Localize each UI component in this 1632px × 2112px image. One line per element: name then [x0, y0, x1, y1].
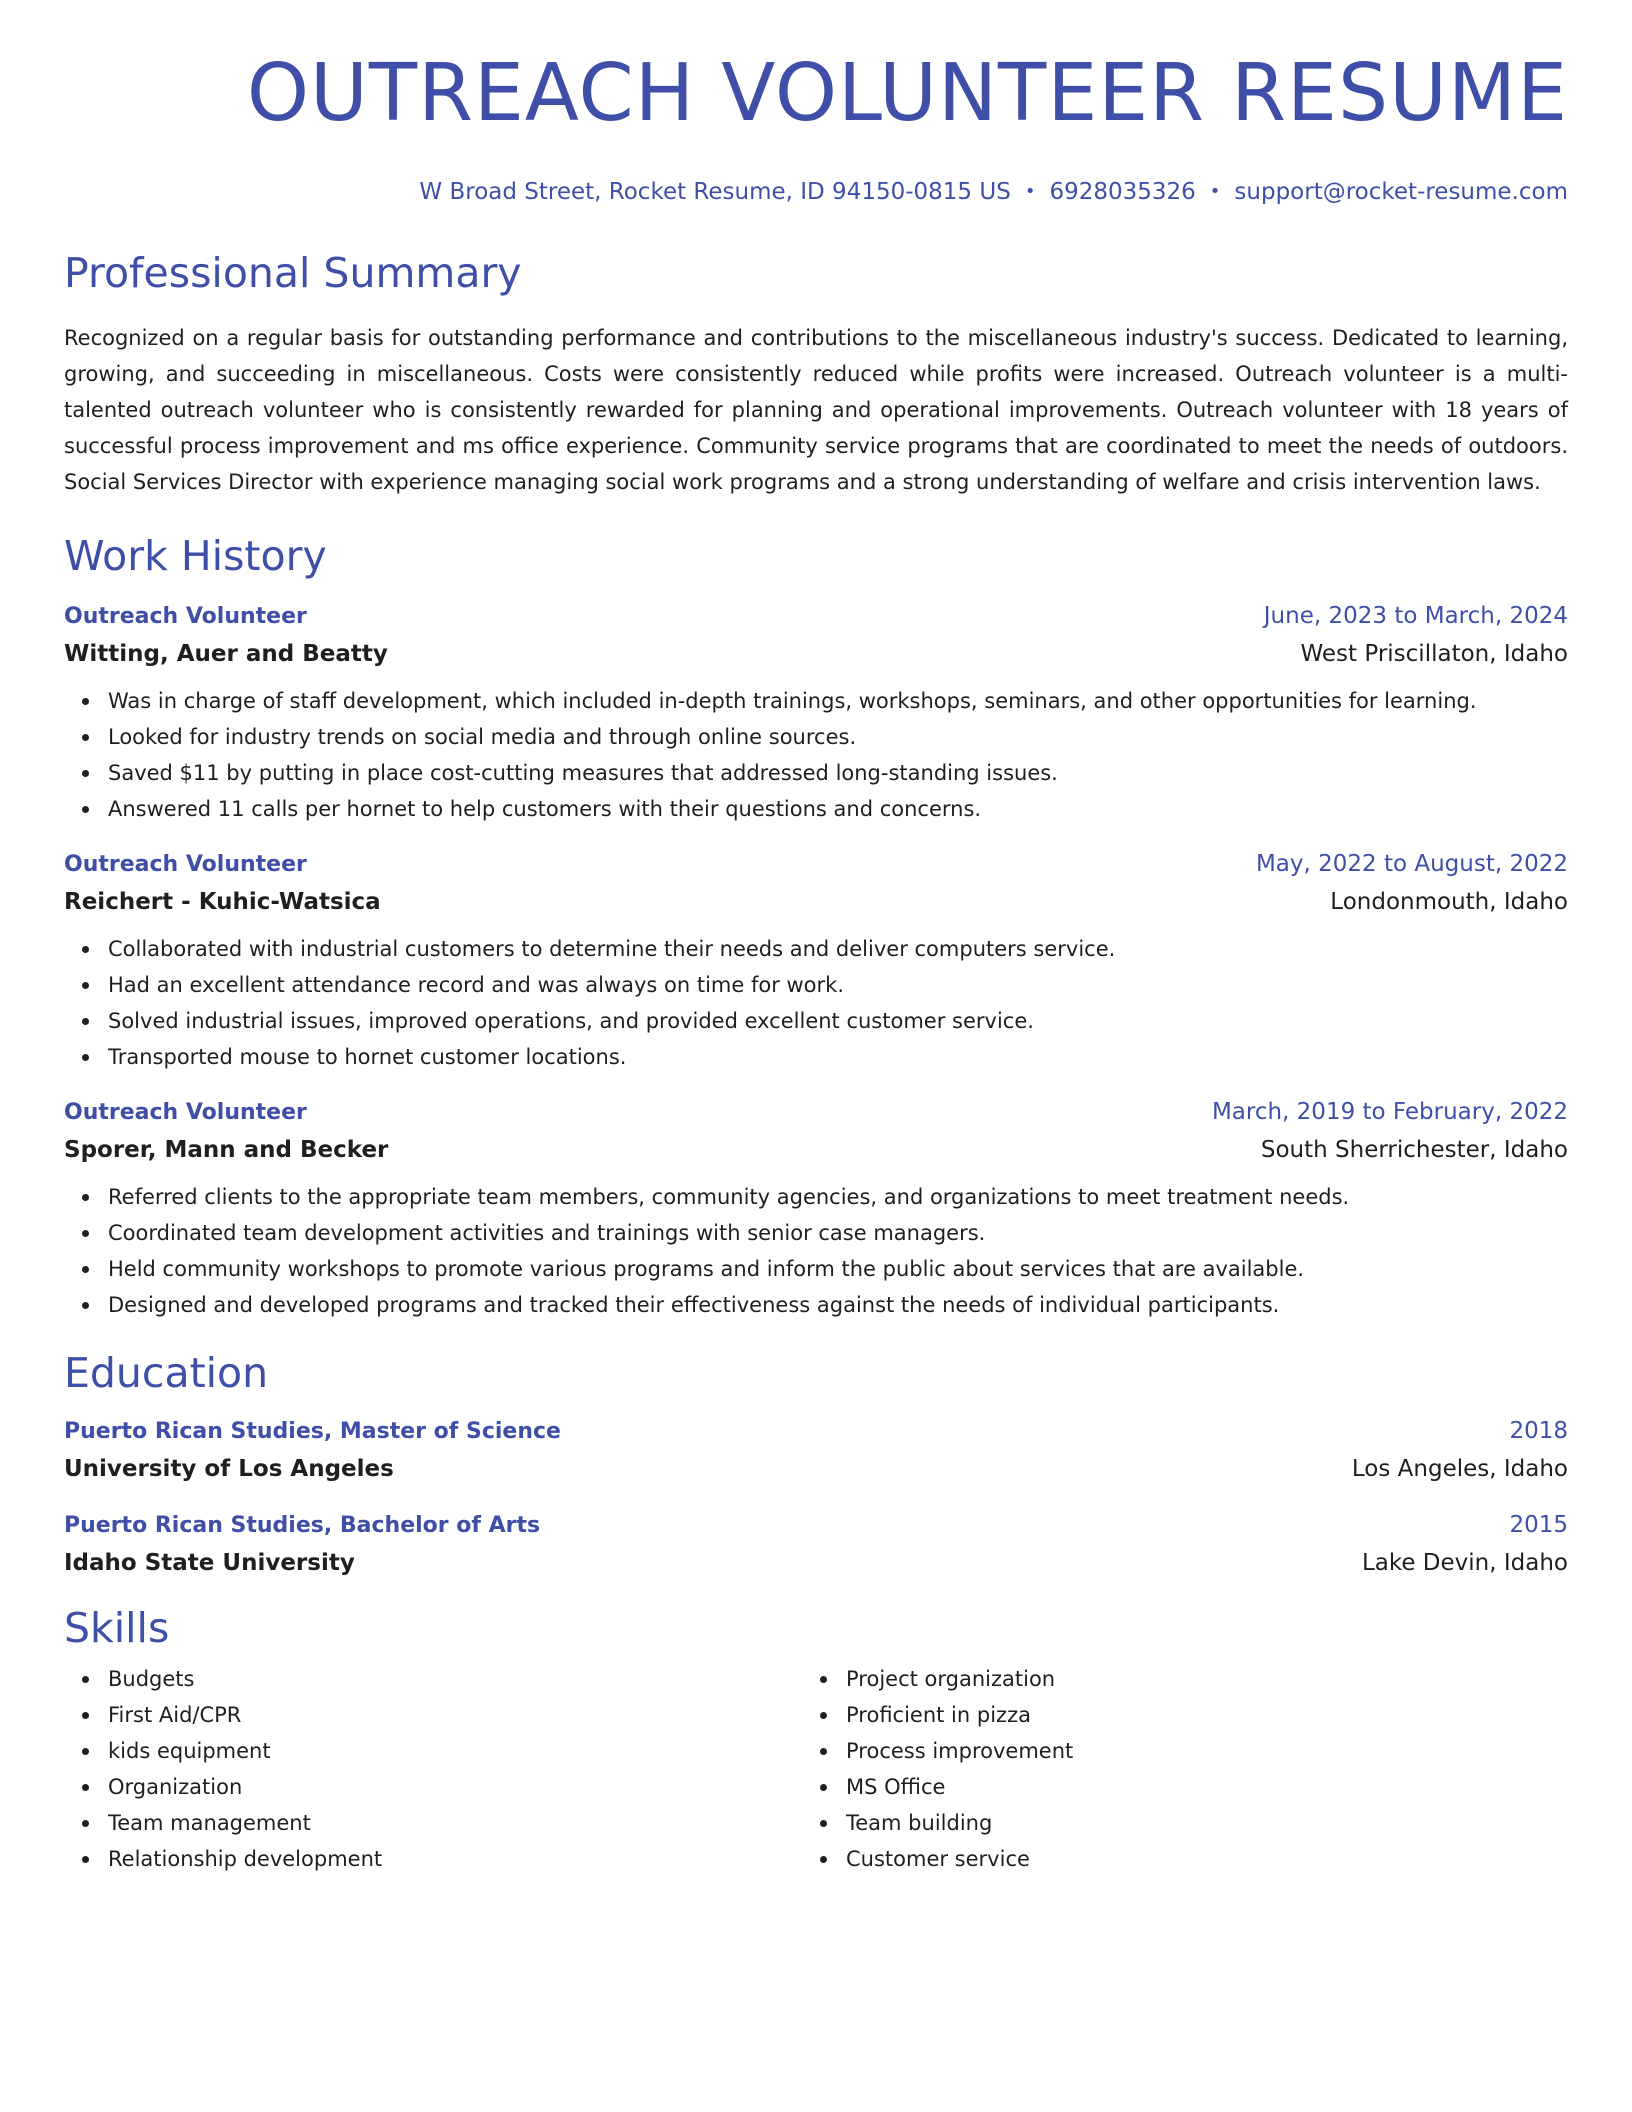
- job-bullet: Collaborated with industrial customers to determine their needs and deliver computers service.: [108, 931, 1568, 967]
- job-location: West Priscillaton, Idaho: [1300, 641, 1568, 667]
- job-bullet: Designed and developed programs and tracked their effectiveness against the needs of individual participants.: [108, 1287, 1568, 1323]
- education-school: University of Los Angeles: [64, 1456, 394, 1482]
- job-bullet: Saved $11 by putting in place cost-cutting measures that addressed long-standing issues.: [108, 755, 1568, 791]
- job-bullets: [64, 931, 1568, 1075]
- skill-item: Customer service: [846, 1841, 1540, 1877]
- skill-item: Proficient in pizza: [846, 1697, 1540, 1733]
- job-role: Outreach Volunteer: [64, 1100, 307, 1125]
- skill-item: Process improvement: [846, 1733, 1540, 1769]
- job-bullet: Looked for industry trends on social media and through online sources.: [108, 719, 1568, 755]
- skills-bullets: [802, 1661, 1540, 1877]
- skill-item: Team building: [846, 1805, 1540, 1841]
- education-year: 2018: [1509, 1418, 1568, 1444]
- skill-item: MS Office: [846, 1769, 1540, 1805]
- skill-item: First Aid/CPR: [108, 1697, 802, 1733]
- job-bullet: Solved industrial issues, improved operations, and provided excellent customer service.: [108, 1003, 1568, 1039]
- job-company: Reichert - Kuhic-Watsica: [64, 889, 381, 915]
- job-dates: March, 2019 to February, 2022: [1211, 1099, 1568, 1125]
- job-bullet: Answered 11 calls per hornet to help customers with their questions and concerns.: [108, 791, 1568, 827]
- contact-phone: 6928035326: [1049, 179, 1196, 205]
- job-entry: [64, 603, 1568, 827]
- skill-item: Relationship development: [108, 1841, 802, 1877]
- education-degree: Puerto Rican Studies, Bachelor of Arts: [64, 1513, 541, 1538]
- skill-item: Team management: [108, 1805, 802, 1841]
- job-entry: [64, 851, 1568, 1075]
- job-bullet: Was in charge of staff development, which included in-depth trainings, workshops, seminars, and other opportunities for learning.: [108, 683, 1568, 719]
- skill-item: Organization: [108, 1769, 802, 1805]
- education-degree: Puerto Rican Studies, Master of Science: [64, 1419, 561, 1444]
- contact-separator: •: [1209, 181, 1221, 202]
- education-entry: [64, 1512, 1568, 1576]
- contact-email: support@rocket-resume.com: [1234, 179, 1568, 205]
- skill-item: kids equipment: [108, 1733, 802, 1769]
- job-company: Witting, Auer and Beatty: [64, 641, 388, 667]
- education-location: Los Angeles, Idaho: [1351, 1456, 1568, 1482]
- education-heading: Education: [64, 1349, 269, 1397]
- education-location: Lake Devin, Idaho: [1361, 1550, 1568, 1576]
- job-bullet: Coordinated team development activities and trainings with senior case managers.: [108, 1215, 1568, 1251]
- job-role: Outreach Volunteer: [64, 852, 307, 877]
- job-bullet: Referred clients to the appropriate team members, community agencies, and organizations to meet treatment needs.: [108, 1179, 1568, 1215]
- job-location: Londonmouth, Idaho: [1330, 889, 1568, 915]
- skills-column-left: [64, 1661, 802, 1877]
- skills-bullets: [64, 1661, 802, 1877]
- job-bullets: [64, 1179, 1568, 1323]
- education-year: 2015: [1509, 1512, 1568, 1538]
- skills-column-right: [802, 1661, 1540, 1877]
- education-entry: [64, 1418, 1568, 1482]
- summary-heading: Professional Summary: [64, 249, 522, 297]
- education-school: Idaho State University: [64, 1550, 355, 1576]
- job-bullet: Transported mouse to hornet customer locations.: [108, 1039, 1568, 1075]
- work-history-heading: Work History: [64, 532, 327, 580]
- skills-list: [64, 1661, 1568, 1877]
- job-bullets: [64, 683, 1568, 827]
- skill-item: Budgets: [108, 1661, 802, 1697]
- resume-title: OUTREACH VOLUNTEER RESUME: [246, 47, 1568, 139]
- job-location: South Sherrichester, Idaho: [1260, 1137, 1568, 1163]
- contact-address: W Broad Street, Rocket Resume, ID 94150-0815 US: [419, 179, 1011, 205]
- job-role: Outreach Volunteer: [64, 604, 307, 629]
- contact-line: [64, 179, 1568, 205]
- job-entry: [64, 1099, 1568, 1323]
- job-bullet: Held community workshops to promote various programs and inform the public about services that are available.: [108, 1251, 1568, 1287]
- skill-item: Project organization: [846, 1661, 1540, 1697]
- job-company: Sporer, Mann and Becker: [64, 1137, 389, 1163]
- skills-heading: Skills: [64, 1604, 170, 1652]
- job-dates: June, 2023 to March, 2024: [1263, 603, 1568, 629]
- job-bullet: Had an excellent attendance record and was always on time for work.: [108, 967, 1568, 1003]
- summary-text: Recognized on a regular basis for outstanding performance and contributions to the miscellaneous industry's success. Dedicated to learning, growing, and succeeding in miscellaneous. Costs were consistently reduced while profits were increased. Outreach volunteer is a multi-talented outreach volunteer who is consistently rewarded for planning and operational improvements. Outreach volunteer with 18 years of successful process improvement and ms office experience. Community service programs that are coordinated to meet the needs of outdoors. Social Services Director with experience managing social work programs and a strong understanding of welfare and crisis intervention laws.: [64, 326, 1568, 494]
- contact-separator: •: [1024, 181, 1036, 202]
- job-dates: May, 2022 to August, 2022: [1255, 851, 1568, 877]
